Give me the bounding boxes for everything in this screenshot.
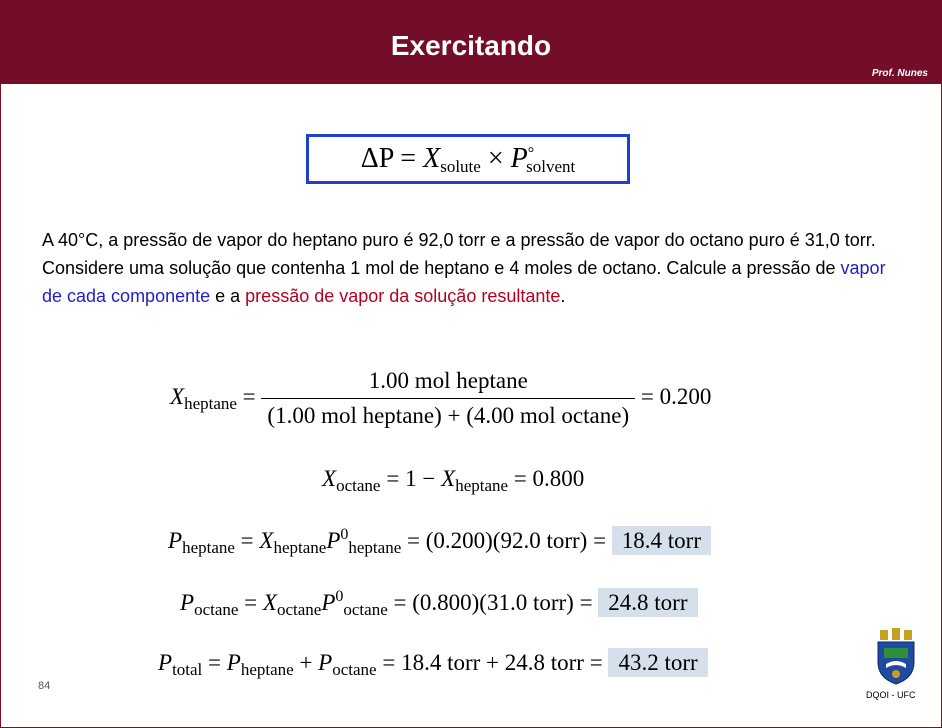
raoult-formula: [309, 143, 627, 177]
eq5-eq: =: [202, 650, 227, 675]
formula-x: X: [423, 143, 441, 174]
eq3-p: P: [168, 528, 183, 553]
delta-p: ΔP: [360, 143, 394, 174]
equation-p-octane: [180, 588, 698, 620]
eq3-p0-sub: heptane: [348, 538, 402, 557]
eq1-equals: =: [242, 383, 256, 409]
eq4-x-sub: octane: [276, 600, 322, 619]
eq1-lhs-sub: heptane: [184, 393, 237, 413]
eq4-eq: =: [238, 590, 263, 615]
problem-highlight-blue: vapor de cada componente: [42, 258, 886, 306]
eq3-eq: =: [234, 528, 260, 553]
slide-header: [0, 0, 942, 84]
logo-caption: DQOI - UFC: [866, 690, 916, 700]
eq2-result: = 0.800: [513, 466, 585, 491]
page-number: 84: [38, 680, 51, 692]
formula-p: P: [510, 143, 528, 174]
formula-p-sup: °: [527, 145, 535, 162]
equation-p-heptane: [168, 526, 711, 558]
eq5-p2-sub: octane: [332, 660, 377, 679]
eq5-p-sub: total: [172, 660, 203, 679]
eq4-p0-sub: octane: [343, 600, 388, 619]
equation-x-heptane: [170, 368, 711, 429]
eq1-denominator: (1.00 mol heptane) + (4.00 mol octane): [267, 403, 630, 428]
eq5-result: 43.2 torr: [608, 648, 707, 677]
eq3-calc: = (0.200)(92.0 torr) =: [401, 528, 612, 553]
eq3-p0-sup: 0: [340, 526, 349, 543]
eq4-x: X: [262, 590, 277, 615]
eq2-lhs-sub: octane: [336, 476, 381, 495]
problem-text-2: Calcule a pressão de: [666, 258, 841, 278]
eq4-result: 24.8 torr: [598, 588, 697, 617]
eq1-numerator: 1.00 mol heptane: [261, 368, 635, 399]
eq5-p1-sub: heptane: [240, 660, 294, 679]
eq3-p0: P: [326, 528, 341, 553]
eq4-p0-sup: 0: [335, 588, 344, 605]
eq3-result: 18.4 torr: [612, 526, 711, 555]
eq1-result: = 0.200: [640, 383, 712, 409]
formula-p-sub: solvent: [526, 157, 576, 176]
eq2-x: X: [441, 466, 456, 491]
problem-text-4: e a: [210, 286, 246, 306]
raoult-formula-box: [306, 134, 630, 184]
equation-p-total: [158, 650, 708, 680]
slide-title: Exercitando: [390, 30, 552, 61]
eq4-calc: = (0.800)(31.0 torr) =: [387, 590, 599, 615]
eq5-p2: P: [318, 650, 333, 675]
eq5-plus: +: [293, 650, 319, 675]
eq3-x-sub: heptane: [273, 538, 327, 557]
eq5-calc: = 18.4 torr + 24.8 torr =: [376, 650, 609, 675]
ufc-logo-icon: [876, 628, 916, 686]
eq2-lhs: X: [322, 466, 337, 491]
author-label: Prof. Nunes: [871, 68, 928, 79]
problem-highlight-red: pressão de vapor da solução resultante: [245, 286, 561, 306]
eq2-x-sub: heptane: [455, 476, 509, 495]
formula-times: ×: [487, 143, 504, 174]
problem-text-1: A 40°C, a pressão de vapor do heptano puro é 92,0 torr e a pressão de vapor do octano puro é 31,0 torr. Considere uma solução que contenha 1 mol de heptano e 4 moles de octano.: [42, 230, 876, 278]
eq1-fraction: [261, 368, 635, 429]
eq4-p0: P: [321, 590, 336, 615]
eq1-lhs: X: [170, 383, 185, 409]
eq2-middle: = 1 −: [386, 466, 442, 491]
equation-x-octane: [322, 466, 584, 496]
eq3-x: X: [259, 528, 274, 553]
problem-statement: [42, 226, 902, 310]
eq3-p-sub: heptane: [182, 538, 235, 557]
formula-equals: =: [400, 143, 417, 174]
formula-x-sub: solute: [440, 157, 481, 176]
problem-text-6: .: [560, 286, 566, 306]
eq5-p: P: [158, 650, 173, 675]
eq4-p-sub: octane: [194, 600, 239, 619]
eq4-p: P: [180, 590, 195, 615]
eq5-p1: P: [226, 650, 241, 675]
